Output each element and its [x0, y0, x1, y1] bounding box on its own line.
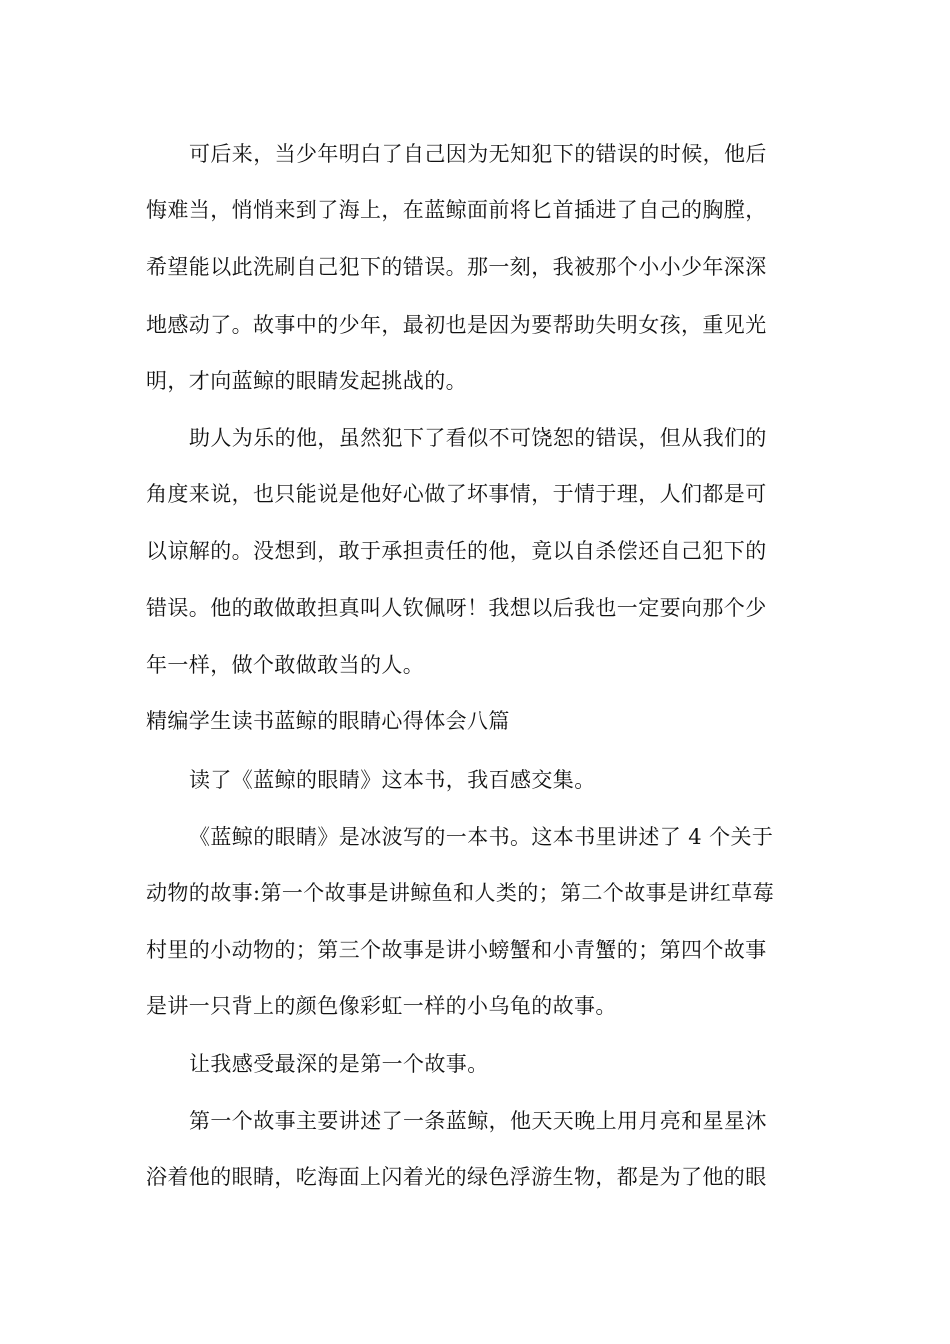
- text-line: 希望能以此洗刷自己犯下的错误。那一刻，我被那个小小少年深深: [146, 255, 767, 279]
- text-line: 角度来说，也只能说是他好心做了坏事情，于情于理，人们都是可: [146, 482, 767, 506]
- text-line: 浴着他的眼睛，吃海面上闪着光的绿色浮游生物，都是为了他的眼: [146, 1165, 767, 1189]
- section-heading: 精编学生读书蓝鲸的眼睛心得体会八篇: [146, 709, 510, 733]
- text-line: 地感动了。故事中的少年，最初也是因为要帮助失明女孩，重见光: [146, 313, 767, 337]
- text-line: 助人为乐的他，虽然犯下了看似不可饶恕的错误，但从我们的: [189, 426, 767, 450]
- text-line: 村里的小动物的；第三个故事是讲小螃蟹和小青蟹的；第四个故事: [146, 938, 767, 962]
- text-line: 是讲一只背上的颜色像彩虹一样的小乌龟的故事。: [146, 994, 617, 1018]
- text-line: 第一个故事主要讲述了一条蓝鲸，他天天晚上用月亮和星星沐: [189, 1109, 767, 1133]
- text-line: 明，才向蓝鲸的眼睛发起挑战的。: [146, 369, 467, 393]
- text-line: 让我感受最深的是第一个故事。: [189, 1052, 489, 1076]
- text-line: 动物的故事:第一个故事是讲鲸鱼和人类的；第二个故事是讲红草莓: [146, 881, 775, 905]
- text-line: 读了《蓝鲸的眼睛》这本书，我百感交集。: [189, 768, 596, 792]
- text-line: 《蓝鲸的眼睛》是冰波写的一本书。这本书里讲述了 4 个关于: [189, 825, 774, 849]
- text-line: 错误。他的敢做敢担真叫人钦佩呀！我想以后我也一定要向那个少: [146, 596, 767, 620]
- text-line: 可后来，当少年明白了自己因为无知犯下的错误的时候，他后: [189, 142, 767, 166]
- text-line: 悔难当，悄悄来到了海上，在蓝鲸面前将匕首插进了自己的胸膛，: [146, 198, 767, 222]
- text-line: 以谅解的。没想到，敢于承担责任的他，竟以自杀偿还自己犯下的: [146, 539, 767, 563]
- text-line: 年一样，做个敢做敢当的人。: [146, 653, 425, 677]
